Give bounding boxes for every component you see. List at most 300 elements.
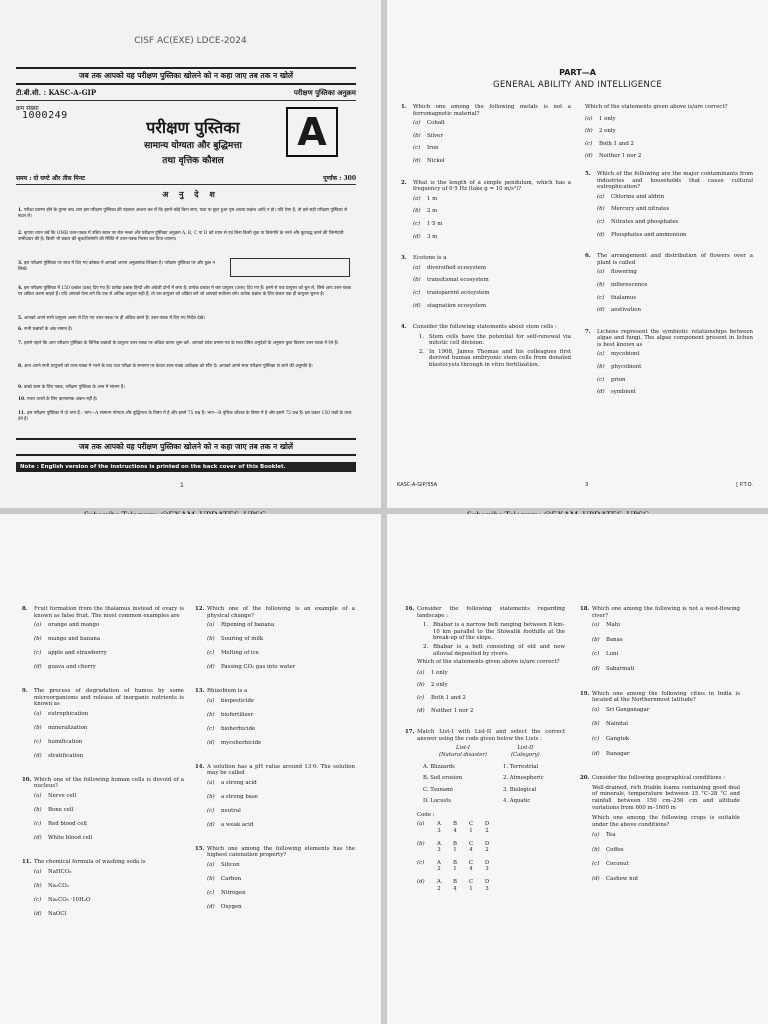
- answer-option: [34, 821, 184, 828]
- answer-option: [597, 219, 753, 226]
- option-text: eutrophication: [48, 710, 89, 717]
- option-letter: (a): [597, 351, 605, 358]
- answer-option: [207, 822, 355, 829]
- code-head: B: [453, 840, 457, 847]
- answer-option: [207, 650, 355, 657]
- question-stem: [585, 253, 753, 266]
- booklet-title: परीक्षण पुस्तिका: [146, 118, 240, 137]
- question-text: Rhizobium is a: [207, 688, 248, 695]
- answer-option: [34, 807, 184, 814]
- answer-option: [34, 725, 184, 732]
- answer-option: [585, 116, 753, 123]
- option-letter: (c): [417, 694, 425, 701]
- code-option: [417, 879, 565, 892]
- option-text: Chlorine and aldrin: [611, 193, 665, 200]
- answer-option: [34, 711, 184, 718]
- answer-option: [413, 303, 571, 310]
- option-text: Coffee: [606, 846, 624, 853]
- question-stem: [580, 691, 740, 704]
- option-text: Silver: [427, 132, 443, 139]
- code-value: 2: [485, 828, 489, 835]
- option-letter: (d): [413, 302, 421, 309]
- code-head: D: [484, 840, 490, 847]
- option-text: Carbon: [221, 875, 242, 882]
- question-19: [580, 691, 740, 776]
- answer-option: [34, 835, 184, 842]
- answer-option: [34, 883, 184, 890]
- list2-item: 2. Atmospheric: [503, 775, 544, 782]
- question-5: [585, 171, 753, 253]
- question-stem: [22, 688, 184, 708]
- option-letter: (b): [413, 132, 421, 139]
- answer-option: [592, 666, 740, 673]
- option-letter: (d): [585, 153, 593, 160]
- question-7: [585, 329, 753, 411]
- answer-option: [597, 282, 753, 289]
- answer-option: [592, 751, 740, 758]
- option-letter: (a): [34, 710, 42, 717]
- question-1: [401, 104, 571, 180]
- instruction-number: 10.: [18, 397, 26, 402]
- option-letter: (d): [417, 707, 425, 714]
- list2-header: [503, 745, 548, 761]
- code-head: A: [437, 840, 441, 847]
- code-value: 1: [453, 866, 457, 873]
- answer-option: [417, 670, 565, 677]
- question-page-3: [387, 0, 768, 508]
- question-text: Consider the following geographical conditions :: [592, 775, 725, 782]
- question-text: Which one of the following is an example of a physical change?: [207, 606, 355, 619]
- option-letter: (c): [413, 220, 421, 227]
- question-text: Consider the following statements regarding landscape :: [417, 606, 565, 619]
- option-text: stratification: [48, 752, 84, 759]
- instruction-text: इस परीक्षण पुस्तिका में 150 प्रश्नांश (प्रश्न) दिए गए हैं। प्रत्येक प्रश्नांश हिन्दी और अंग्रेजी दोनों में छपा है। प्रत्येक प्रश्नांश में चार प्रत्युत्तर (उत्तर) दिए गए हैं। इनमें से एक प्रत्युत्तर को चुन लें, जिसे आप उत्तर-पत्रक पर अंकित करना चाहते हैं। यदि आपको ऐसा लगे कि एक से अधिक प्रत्युत्तर सही हैं, तो उस प्रत्युत्तर को अंकित करें जो आपको सर्वोत्तम लगे। प्रत्येक प्रश्नांश के लिए केवल एक ही प्रत्युत्तर चुनना है।: [18, 286, 351, 297]
- instruction-number: 2.: [18, 231, 23, 236]
- code-value: 4: [453, 885, 457, 892]
- option-text: Coconut: [606, 861, 629, 868]
- question-text: Ecotone is a: [413, 255, 447, 262]
- question-2: [401, 180, 571, 256]
- english-note: Note : English version of the instructions is printed on the back cover of this Booklet.: [16, 462, 356, 472]
- option-text: Nerve cell: [48, 793, 77, 800]
- option-letter: (b): [34, 636, 42, 643]
- answer-option: [413, 120, 571, 127]
- series-letter: A: [286, 107, 338, 157]
- answer-option: [207, 740, 355, 747]
- option-letter: (c): [592, 735, 600, 742]
- code-value: 3: [485, 866, 489, 873]
- option-letter: (a): [34, 868, 42, 875]
- column-left: [401, 104, 571, 379]
- answer-option: [597, 351, 753, 358]
- question-11: [22, 859, 184, 935]
- option-text: Gangtok: [606, 735, 630, 742]
- code-grid: [431, 860, 495, 873]
- option-letter: (d): [207, 903, 215, 910]
- instruction-item: [18, 231, 354, 243]
- answer-option: [413, 290, 571, 297]
- list2-item: 3. Biological: [503, 786, 537, 793]
- question-stem: [195, 688, 355, 695]
- option-text: apple and strawberry: [48, 650, 107, 657]
- option-letter: (c): [417, 859, 425, 866]
- option-text: 2 only: [599, 128, 616, 135]
- answer-option: [207, 862, 355, 869]
- question-8: [22, 606, 184, 688]
- answer-option: [417, 708, 565, 715]
- option-text: Banas: [606, 636, 623, 643]
- time-label: समय : दो घण्टे और तीस मिनट: [16, 175, 86, 182]
- option-text: mineralization: [48, 724, 88, 731]
- answer-option: [592, 651, 740, 658]
- answer-option: [597, 364, 753, 371]
- code-head: D: [484, 859, 490, 866]
- question-stem: [585, 329, 753, 349]
- instruction-text: कृपया ध्यान रखें कि OMR उत्तर-पत्रक में उचित स्थान पर रोल नम्बर और परीक्षण पुस्तिका अनुक्रम A, B, C या D को ध्यान से एवं बिना किसी चूक या विसंगति के भरने और कूटबद्ध करने की जिम्मेदारी उम्मीदवार की है। किसी भी प्रकार की चूक/विसंगति की स्थिति में उत्तर-पत्रक निरस्त कर दिया जाएगा।: [18, 231, 344, 242]
- cover-page: [0, 0, 381, 508]
- answer-option: [413, 133, 571, 140]
- list1-head: List-I: [456, 745, 470, 752]
- option-text: Na₂CO₃ ·10H₂O: [48, 896, 91, 903]
- answer-option: [592, 832, 740, 839]
- option-letter: (b): [585, 128, 593, 135]
- serial-label: क्रम संख्या: [16, 105, 39, 112]
- code-value: 1: [453, 847, 457, 854]
- code-option: [417, 860, 565, 873]
- instruction-item: [18, 286, 354, 298]
- option-text: biofertilizer: [221, 711, 254, 718]
- question-text: Which of the following are the major contaminants from industries and households that cause cultural eutrophication?: [597, 170, 753, 191]
- question-number: 2.: [401, 179, 407, 186]
- list1-item: C. Tsunami: [423, 786, 453, 793]
- option-letter: (b): [597, 281, 605, 288]
- question-number: 11.: [22, 858, 32, 865]
- time-marks-row: [16, 174, 356, 185]
- option-letter: (d): [597, 389, 605, 396]
- statement-text: Stem cells have the potential for self-renewal via mitotic cell division.: [429, 333, 571, 347]
- code-value: 2: [485, 847, 489, 854]
- instruction-number: 4.: [18, 286, 23, 291]
- booklet-subtitle-1: सामान्य योग्यता और बुद्धिमत्ता: [144, 141, 242, 151]
- option-letter: (b): [207, 793, 215, 800]
- option-text: aestivation: [611, 307, 641, 314]
- option-letter: (b): [597, 364, 605, 371]
- question-12: [195, 606, 355, 688]
- answer-option: [585, 141, 753, 148]
- instruction-text: आप अपने सभी प्रत्युत्तरों को उत्तर-पत्रक में भरने के बाद तथा परीक्षा के समापन पर केवल उत्तर-पत्रक अधीक्षक को सौंप दें। आपको अपने साथ परीक्षण पुस्तिका ले जाने की अनुमति है।: [24, 364, 313, 369]
- question-text: The chemical formula of washing soda is: [34, 858, 146, 865]
- option-text: mycobiont: [611, 351, 640, 358]
- option-letter: (c): [34, 821, 42, 827]
- option-letter: (a): [592, 706, 600, 713]
- option-letter: (d): [413, 157, 421, 164]
- question-3: [401, 255, 571, 324]
- option-text: NaHCO₃: [48, 868, 72, 875]
- option-text: NaOCl: [48, 910, 67, 917]
- code-options: [417, 821, 565, 892]
- question-text: Which one among the following cities in India is located at the Northernmost latitude?: [592, 690, 740, 704]
- column-right: [585, 104, 753, 411]
- option-text: orange and mango: [48, 622, 100, 629]
- option-text: Silicon: [221, 861, 240, 868]
- exam-header: CISF AC(EXE) LDCE-2024: [134, 36, 247, 46]
- option-text: 1 m: [427, 195, 438, 202]
- instructions-heading: अ नु दे श: [162, 189, 219, 199]
- question-tail: Which one among the following crops is suitable under the above conditions?: [592, 815, 740, 828]
- option-letter: (c): [207, 889, 215, 896]
- question-number: 6.: [585, 253, 591, 260]
- option-letter: (c): [34, 650, 42, 657]
- answer-option: [207, 808, 355, 815]
- question-number: 9.: [22, 688, 28, 695]
- option-text: mycoherbicide: [221, 739, 262, 746]
- instruction-item: [18, 316, 354, 322]
- instruction-number: 3.: [18, 261, 23, 266]
- code-head: C: [468, 840, 474, 847]
- answer-option: [413, 208, 571, 215]
- code-value: 2: [437, 885, 441, 892]
- option-letter: (b): [207, 711, 215, 718]
- instruction-item: [18, 385, 354, 391]
- footer-page: 3: [585, 482, 589, 488]
- option-text: Nainital: [606, 721, 628, 728]
- option-text: 3 m: [427, 233, 438, 240]
- part-heading: PART—A: [559, 68, 596, 77]
- question-number: 15.: [195, 845, 205, 852]
- option-letter: (a): [417, 669, 425, 676]
- question-number: 14.: [195, 763, 205, 770]
- answer-option: [597, 269, 753, 276]
- question-number: 8.: [22, 606, 28, 612]
- question-number: 12.: [195, 606, 205, 612]
- question-number: 13.: [195, 688, 205, 695]
- part-title: GENERAL ABILITY AND INTELLIGENCE: [492, 80, 663, 90]
- code-value: 4: [469, 847, 473, 854]
- instruction-text: आपको अपने सभी प्रत्युत्तर अलग से दिए गए उत्तर-पत्रक पर ही अंकित करने हैं। उत्तर-पत्रक में दिए गए निर्देश देखें।: [24, 316, 205, 321]
- statement-number: 1.: [423, 622, 429, 629]
- answer-option: [207, 636, 355, 643]
- list1-header: [423, 745, 503, 761]
- answer-option: [592, 707, 740, 714]
- page-number: 1: [180, 482, 184, 489]
- code-head: C: [468, 821, 474, 828]
- question-text: Which one of the following human cells is devoid of a nucleus?: [34, 776, 184, 790]
- answer-option: [207, 876, 355, 883]
- code-head: C: [468, 879, 474, 886]
- option-text: White blood cell: [48, 834, 93, 841]
- option-letter: (d): [207, 739, 215, 746]
- option-text: Luni: [606, 651, 619, 658]
- list1-item: D. Locusts: [423, 798, 452, 805]
- option-text: Neither 1 nor 2: [599, 153, 642, 160]
- option-text: inflorescence: [611, 281, 648, 288]
- option-letter: (a): [413, 120, 421, 127]
- option-letter: (b): [413, 208, 421, 215]
- option-letter: (b): [207, 636, 215, 643]
- answer-option: [585, 128, 753, 135]
- question-text: The arrangement and distribution of flowers over a plant is called: [597, 253, 753, 266]
- option-letter: (a): [207, 622, 215, 629]
- option-text: symbiont: [611, 389, 636, 396]
- column-right: [195, 606, 355, 928]
- question-14: [195, 764, 355, 846]
- option-text: guava and cherry: [48, 664, 96, 671]
- answer-option: [597, 307, 753, 314]
- instruction-item: [18, 208, 354, 220]
- option-letter: (c): [597, 218, 605, 225]
- answer-option: [207, 890, 355, 897]
- option-letter: (d): [34, 752, 42, 759]
- option-letter: (a): [413, 195, 421, 202]
- option-text: Tea: [606, 832, 616, 839]
- option-text: thalamus: [611, 294, 637, 301]
- question-17: [405, 729, 565, 902]
- column-right: [580, 606, 740, 895]
- option-letter: (a): [585, 115, 593, 122]
- instruction-text: सभी प्रश्नांशों के अंक समान हैं।: [24, 327, 73, 332]
- code-option: [417, 821, 565, 834]
- statement-text: In 1908, James Thomas and his colleagues first derived human embryonic stem cells from donated blastocysts through in vitro fertilization.: [429, 348, 571, 369]
- code-head: A: [437, 879, 441, 886]
- code-option: [417, 841, 565, 854]
- code-value: 3: [437, 828, 441, 835]
- question-stem: [401, 255, 571, 262]
- option-letter: (c): [207, 650, 215, 657]
- question-stem: [405, 606, 565, 619]
- instruction-text: इससे पहले कि आप परीक्षण पुस्तिका के विभिन्न प्रश्नांशों के प्रत्युत्तर उत्तर-पत्रक पर अंकित करना शुरू करें, आपको प्रवेश प्रमाण-पत्र के साथ प्रेषित अनुदेशों के अनुसार कुछ विवरण उत्तर-पत्रक में देने हैं।: [24, 341, 339, 346]
- code-value: 1: [469, 885, 473, 892]
- question-text: Lichens represent the symbiotic relationships between algae and fungi. The algae component present in lichen is best known as: [597, 328, 753, 348]
- option-text: Ripening of banana: [221, 622, 275, 629]
- answer-option: [207, 794, 355, 801]
- option-letter: (c): [592, 861, 600, 868]
- code-head: B: [453, 821, 457, 828]
- question-stem: [22, 606, 184, 619]
- code-head: B: [453, 879, 457, 886]
- option-letter: (a): [413, 264, 421, 271]
- option-text: humification: [48, 738, 83, 745]
- option-text: Both 1 and 2: [431, 694, 466, 701]
- option-letter: (c): [413, 145, 421, 152]
- option-text: Iron: [427, 145, 439, 152]
- footer-code: KASC-A-GIP/55A: [397, 482, 438, 488]
- answer-option: [597, 206, 753, 213]
- option-text: 1·5 m: [427, 220, 443, 227]
- option-text: a strong acid: [221, 779, 257, 786]
- option-text: Cashew nut: [606, 876, 639, 883]
- option-text: 1 only: [599, 115, 616, 122]
- answer-option: [207, 698, 355, 705]
- warning-strip-top: जब तक आपको यह परीक्षण पुस्तिका खोलने को न कहा जाए तब तक न खोलें: [16, 67, 356, 85]
- question-number: 20.: [580, 775, 590, 782]
- statement-2: [419, 349, 571, 369]
- question-stem: [195, 764, 355, 777]
- answer-option: [207, 664, 355, 671]
- option-text: neutral: [221, 807, 241, 814]
- option-letter: (d): [597, 307, 605, 314]
- option-letter: (b): [34, 724, 42, 731]
- list1-item: B. Soil erosion: [423, 775, 463, 782]
- list2-item: 4. Aquatic: [503, 798, 531, 805]
- option-text: prion: [611, 376, 626, 383]
- option-text: a weak acid: [221, 821, 254, 828]
- code-head: D: [484, 821, 490, 828]
- question-page-5: [387, 514, 768, 1024]
- answer-option: [34, 650, 184, 657]
- match-table: [423, 745, 548, 808]
- serial-number: 1000249: [22, 110, 68, 121]
- option-letter: (d): [34, 910, 42, 917]
- question-15: [195, 846, 355, 928]
- option-letter: (a): [592, 832, 600, 839]
- instruction-number: 5.: [18, 316, 23, 321]
- option-letter: (b): [417, 840, 425, 847]
- answer-option: [592, 736, 740, 743]
- answer-option: [34, 739, 184, 746]
- answer-option: [413, 145, 571, 152]
- instruction-item: [18, 327, 354, 333]
- question-10: [22, 777, 184, 859]
- question-stem: [405, 729, 565, 742]
- code-grid: [431, 841, 495, 854]
- statement-text: Bhabar is a belt consisting of old and new alluvial deposited by rivers.: [433, 643, 565, 657]
- option-text: Mahi: [606, 622, 620, 629]
- question-tail: Which of the statements given above is/are correct?: [585, 104, 728, 110]
- option-text: Cobalt: [427, 120, 445, 127]
- option-letter: (d): [413, 233, 421, 240]
- option-letter: (a): [34, 622, 42, 629]
- warning-strip-bottom: जब तक आपको यह परीक्षण पुस्तिका खोलने को न कहा जाए तब तक न खोलें: [16, 438, 356, 456]
- code-value: 1: [469, 828, 473, 835]
- answer-option: [207, 622, 355, 629]
- code-head: B: [453, 859, 457, 866]
- answer-option: [597, 389, 753, 396]
- answer-option: [585, 153, 753, 160]
- statement-number: 2.: [419, 348, 425, 355]
- code-value: 4: [469, 866, 473, 873]
- option-letter: (d): [417, 879, 425, 886]
- roll-number-box[interactable]: [230, 258, 350, 277]
- code-value: 3: [437, 847, 441, 854]
- option-letter: (b): [413, 277, 421, 284]
- option-letter: (b): [592, 721, 600, 728]
- option-text: Phosphates and ammonium: [611, 231, 687, 238]
- option-text: 2 m: [427, 208, 438, 215]
- option-text: biopesticide: [221, 697, 255, 704]
- option-letter: (d): [207, 664, 215, 671]
- question-13: [195, 688, 355, 764]
- code-head: C: [468, 859, 474, 866]
- code-head: A: [437, 859, 441, 866]
- option-text: bioherbicide: [221, 725, 256, 732]
- option-letter: (c): [413, 289, 421, 296]
- option-letter: (d): [597, 231, 605, 238]
- option-text: Souring of milk: [221, 636, 264, 643]
- option-letter: (a): [207, 697, 215, 704]
- answer-option: [597, 194, 753, 201]
- question-stem: [195, 846, 355, 859]
- answer-option: [413, 234, 571, 241]
- option-letter: (c): [592, 651, 600, 658]
- question-stem: [22, 859, 184, 866]
- question-stem: [580, 775, 740, 782]
- question-number: 5.: [585, 170, 591, 177]
- code-value: 3: [485, 885, 489, 892]
- option-letter: (a): [207, 861, 215, 868]
- option-letter: (d): [34, 664, 42, 671]
- question-text: The process of degradation of humus by some microorganisms and release of inorganic nutrients is known as: [34, 688, 184, 708]
- instruction-item: [18, 341, 354, 347]
